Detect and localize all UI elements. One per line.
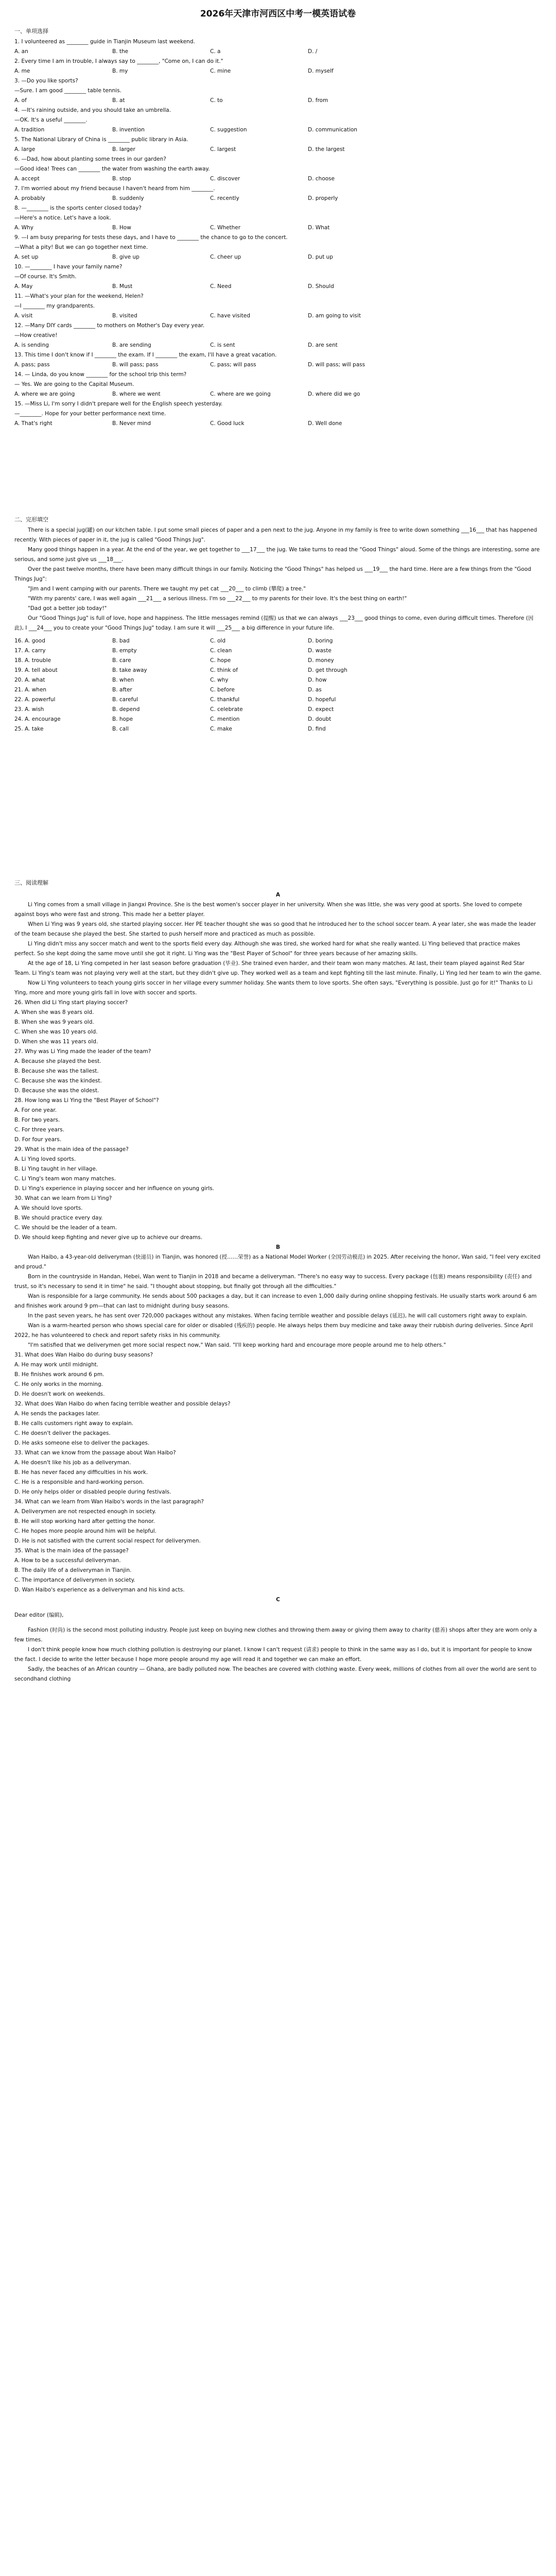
cloze-option: D. boring	[308, 638, 333, 644]
question-stem: 12. —Many DIY cards ________ to mothers on Mother's Day every year.	[14, 323, 205, 329]
cloze-option: B. take away	[112, 667, 147, 673]
cloze-option: C. celebrate	[210, 706, 243, 713]
answer-option: B. stop	[112, 176, 131, 182]
question-stem: 28. How long was Li Ying the "Best Player of School"?	[14, 1097, 159, 1104]
answer-option: D. where did we go	[308, 391, 360, 397]
answer-option: C. Li Ying's team won many matches.	[14, 1176, 116, 1182]
answer-option: A. Deliverymen are not respected enough in society.	[14, 1509, 157, 1515]
answer-option: B. the	[112, 48, 129, 55]
passage-b-paragraph: "I'm satisfied that we deliverymen get more social respect now," Wan said. "I'll keep working hard and encourage more people around me to help others."	[28, 1342, 446, 1348]
cloze-option: C. old	[210, 638, 226, 644]
cloze-option: C. make	[210, 726, 232, 732]
answer-options	[14, 145, 542, 155]
passage-c-paragraph: I don't think people know how much clothing pollution is destroying our planet. I know I can't request (请求) people to think in the same way as I do, but it is important for people to know the fact. I decide to write the letter because I hope more people around my age will read it and together we can make an effort.	[14, 1647, 532, 1663]
answer-option: B. The daily life of a deliveryman in Tianjin.	[14, 1567, 132, 1573]
answer-option: A. For one year.	[14, 1107, 57, 1113]
answer-option: B. Never mind	[112, 420, 151, 427]
answer-option: D. He doesn't work on weekends.	[14, 1391, 105, 1397]
question-dialogue: —What a pity! But we can go together next time.	[14, 244, 148, 250]
answer-option: C. where are we going	[210, 391, 271, 397]
cloze-option: C. think of	[210, 667, 238, 673]
answer-option: A. visit	[14, 313, 33, 319]
answer-option: D. He is not satisfied with the current social respect for deliverymen.	[14, 1538, 201, 1544]
question-stem: 32. What does Wan Haibo do when facing terrible weather and possible delays?	[14, 1401, 231, 1407]
answer-option: C. discover	[210, 176, 240, 182]
cloze-option: C. thankful	[210, 697, 240, 703]
cloze-option: B. call	[112, 726, 129, 732]
passage-b-paragraph: Wan is a warm-hearted person who shows special care for older or disabled (残疾的) people. He always helps them buy medicine and take away their rubbish during deliveries. Since April 2022, he has volunteered to check and report safety risks in his community.	[14, 1323, 533, 1338]
answer-option: D. communication	[308, 127, 357, 133]
question-stem: 27. Why was Li Ying made the leader of the team?	[14, 1048, 151, 1055]
passage-a-paragraph: At the age of 18, Li Ying competed in her last season before graduation (毕业). She trained even harder, and their team won many matches. At last, their team played against Red Star Team. Li Ying's team was not playing very well at the start, but they didn't give up. They worked well as a team and kept fighting till the last minute. Finally, Li Ying led her team to win the game.	[14, 960, 542, 976]
cloze-section	[14, 526, 542, 734]
answer-option: B. Must	[112, 283, 133, 290]
answer-option: D. We should keep fighting and never give up to achieve our dreams.	[14, 1234, 203, 1241]
answer-option: A. is sending	[14, 342, 49, 348]
cloze-option: 25. A. take	[14, 726, 44, 732]
passage-b-paragraph: Born in the countryside in Handan, Hebei, Wan went to Tianjin in 2018 and became a deliveryman. "There's no easy way to success. Every package (包裹) means responsibility (责任) and trust, so it's necessary to send it in time" he said. "I thought about stopping, but finally got through all the difficulties."	[14, 1274, 532, 1290]
cloze-options-row	[14, 675, 542, 685]
answer-option: B. invention	[112, 127, 145, 133]
answer-option: A. How to be a successful deliveryman.	[14, 1557, 121, 1564]
answer-options	[14, 282, 542, 292]
answer-option: C. Good luck	[210, 420, 245, 427]
answer-option: B. When she was 9 years old.	[14, 1019, 94, 1025]
question-stem: 31. What does Wan Haibo do during busy seasons?	[14, 1352, 153, 1358]
answer-option: C. recently	[210, 195, 239, 201]
answer-option: D. will pass; will pass	[308, 362, 366, 368]
cloze-option: D. how	[308, 677, 327, 683]
answer-option: B. He calls customers right away to explain.	[14, 1420, 133, 1427]
exam-title: 2026年天津市河西区中考一模英语试卷	[200, 9, 356, 19]
answer-option: C. He doesn't deliver the packages.	[14, 1430, 111, 1436]
answer-options	[14, 223, 542, 233]
answer-option: D. Well done	[308, 420, 342, 427]
answer-option: D. What	[308, 225, 330, 231]
question-stem: 29. What is the main idea of the passage?	[14, 1146, 129, 1153]
cloze-option: C. clean	[210, 648, 232, 654]
question-stem: 8. —________ is the sports center closed today?	[14, 205, 142, 211]
answer-option: B. at	[112, 97, 125, 104]
passage-a-paragraph: Now Li Ying volunteers to teach young girls soccer in her village every summer holiday. She wants them to love sports. She often says, "Everything is possible. Just go for it!" Thanks to Li Ying, more and more young girls fall in love with soccer and sports.	[14, 980, 533, 996]
cloze-option: 24. A. encourage	[14, 716, 61, 722]
answer-option: B. where we went	[112, 391, 161, 397]
answer-option: B. He has never faced any difficulties in his work.	[14, 1469, 148, 1476]
passage-b-paragraph: Wan Haibo, a 43-year-old deliveryman (快递员) in Tianjin, was honored (授……荣誉) as a National Model Worker (全国劳动模范) in 2025. After receiving the honor, Wan said, "I feel very excited and proud."	[14, 1254, 541, 1270]
cloze-option: 19. A. tell about	[14, 667, 58, 673]
answer-options	[14, 341, 542, 350]
cloze-paragraph: "Jim and I went camping with our parents. There we taught my pet cat ___20___ to climb (攀爬) a tree."	[28, 586, 306, 592]
cloze-option: 18. A. trouble	[14, 657, 51, 664]
cloze-options-row	[14, 715, 542, 724]
cloze-option: 23. A. wish	[14, 706, 44, 713]
cloze-paragraph: Over the past twelve months, there have been many difficult things in our family. Noticing the "Good Things" has helped us ___19___ the hard time. Here are a few things from the "Good Things Jug":	[14, 566, 531, 582]
answer-option: C. Need	[210, 283, 232, 290]
cloze-option: B. bad	[112, 638, 130, 644]
cloze-option: B. empty	[112, 648, 137, 654]
answer-option: A. where we are going	[14, 391, 75, 397]
question-stem: 5. The National Library of China is ________ public library in Asia.	[14, 137, 188, 143]
cloze-options-row	[14, 636, 542, 646]
answer-option: D. /	[308, 48, 318, 55]
answer-option: D. Should	[308, 283, 334, 290]
answer-option: B. suddenly	[112, 195, 144, 201]
cloze-option: B. when	[112, 677, 134, 683]
question-dialogue: —OK. It's a useful ________.	[14, 117, 88, 123]
cloze-paragraph: There is a special jug(罐) on our kitchen table. I put some small pieces of paper and a pen next to the jug. Anyone in my family is free to write down something ___16___ that has happened recently. With pieces of paper in it, the jug is called "Good Things Jug".	[14, 527, 537, 543]
cloze-option: B. after	[112, 687, 132, 693]
question-stem: 33. What can we know from the passage about Wan Haibo?	[14, 1450, 176, 1456]
answer-option: A. tradition	[14, 127, 45, 133]
answer-option: A. Because she played the best.	[14, 1058, 101, 1064]
answer-option: D. from	[308, 97, 328, 104]
answer-option: C. pass; will pass	[210, 362, 256, 368]
answer-option: D. put up	[308, 254, 333, 260]
answer-options	[14, 252, 542, 262]
answer-option: A. set up	[14, 254, 39, 260]
cloze-option: 17. A. carry	[14, 648, 46, 654]
question-stem: 26. When did Li Ying start playing soccer?	[14, 999, 128, 1006]
question-dialogue: —I ________ my grandparents.	[14, 303, 95, 309]
cloze-option: B. hope	[112, 716, 133, 722]
passage-c-paragraph: Fashion (时尚) is the second most polluting industry. People just keep on buying new clothes and throwing them away or giving them away to charity (慈善) shops after they are worn only a few times.	[14, 1627, 537, 1643]
cloze-option: D. expect	[308, 706, 334, 713]
answer-option: D. Wan Haibo's experience as a deliveryman and his kind acts.	[14, 1587, 185, 1593]
answer-options	[14, 360, 542, 370]
question-dialogue: —Sure. I am good ________ table tennis.	[14, 88, 121, 94]
answer-option: B. larger	[112, 146, 135, 152]
question-dialogue: —Here's a notice. Let's have a look.	[14, 215, 111, 221]
passage-label-c: C	[276, 1597, 280, 1603]
answer-option: B. will pass; pass	[112, 362, 159, 368]
cloze-options-row	[14, 685, 542, 695]
cloze-options-row	[14, 695, 542, 705]
passage-a-paragraph: Li Ying didn't miss any soccer match and went to the sports field every day. Although she was tired, she worked hard for what she really wanted. Li Ying believed that practice makes perfect. So she kept doing the same move until she got it right. Li Ying was the "Best Player of School" for three years because of her amazing skills.	[14, 941, 520, 957]
answer-option: A. He doesn't like his job as a deliveryman.	[14, 1460, 131, 1466]
cloze-option: B. depend	[112, 706, 140, 713]
answer-option: C. cheer up	[210, 254, 241, 260]
question-stem: 13. This time I don't know if I ________ the exam. If I ________ the exam, I'll have a great vacation.	[14, 352, 277, 358]
question-stem: 3. —Do you like sports?	[14, 78, 78, 84]
answer-option: D. myself	[308, 68, 334, 74]
answer-option: A. When she was 8 years old.	[14, 1009, 94, 1015]
answer-options	[14, 174, 542, 184]
section-heading-single-choice: 一、单项选择	[14, 28, 48, 35]
question-dialogue: —Of course. It's Smith.	[14, 274, 77, 280]
cloze-paragraph: "With my parents' care, I was well again ___21___ a serious illness. I'm so ___22___ to my parents for their love. It's the best thing on earth!"	[28, 596, 407, 602]
cloze-option: D. waste	[308, 648, 332, 654]
answer-option: D. Li Ying's experience in playing soccer and her influence on young girls.	[14, 1185, 215, 1192]
answer-option: A. He sends the packages later.	[14, 1411, 100, 1417]
answer-option: A. Why	[14, 225, 33, 231]
cloze-option: D. as	[308, 687, 322, 693]
answer-options	[14, 311, 542, 321]
cloze-option: D. get through	[308, 667, 348, 673]
cloze-option: B. careful	[112, 697, 138, 703]
question-stem: 4. —It's raining outside, and you should take an umbrella.	[14, 107, 171, 113]
cloze-paragraph: Our "Good Things Jug" is full of love, hope and happiness. The little messages remind (提醒) us that we can always ___23___ good things to come, even during difficult times. Therefore (因此), I ___24___ you to create your "Good Things Jug" today. I am sure it will ___25___ a big difference in your future life.	[14, 615, 534, 631]
answer-option: C. When she was 10 years old.	[14, 1029, 98, 1035]
passage-label-a: A	[275, 892, 281, 898]
answer-option: C. He is a responsible and hard-working person.	[14, 1479, 144, 1485]
answer-options	[14, 419, 542, 429]
cloze-option: C. before	[210, 687, 235, 693]
answer-option: C. largest	[210, 146, 236, 152]
cloze-option: 22. A. powerful	[14, 697, 56, 703]
answer-option: A. Li Ying loved sports.	[14, 1156, 76, 1162]
cloze-options-row	[14, 666, 542, 675]
answer-option: D. For four years.	[14, 1137, 62, 1143]
answer-option: A. of	[14, 97, 27, 104]
question-stem: 35. What is the main idea of the passage?	[14, 1548, 129, 1554]
answer-options	[14, 389, 542, 399]
question-stem: 10. —________ I have your family name?	[14, 264, 123, 270]
question-stem: 6. —Dad, how about planting some trees in our garden?	[14, 156, 166, 162]
answer-options	[14, 96, 542, 106]
answer-option: A. That's right	[14, 420, 53, 427]
answer-option: D. He asks someone else to deliver the packages.	[14, 1440, 150, 1446]
answer-option: B. Because she was the tallest.	[14, 1068, 99, 1074]
cloze-option: C. hope	[210, 657, 231, 664]
answer-option: C. have visited	[210, 313, 250, 319]
question-stem: 34. What can we learn from Wan Haibo's words in the last paragraph?	[14, 1499, 204, 1505]
answer-options	[14, 66, 542, 76]
single-choice-questions	[14, 37, 542, 429]
answer-option: C. He only works in the morning.	[14, 1381, 103, 1387]
question-stem: 9. —I am busy preparing for tests these days, and I have to ________ the chance to go to the concert.	[14, 234, 288, 241]
answer-option: B. How	[112, 225, 131, 231]
answer-option: C. Whether	[210, 225, 241, 231]
answer-option: C. mine	[210, 68, 231, 74]
answer-option: C. Because she was the kindest.	[14, 1078, 102, 1084]
cloze-option: D. hopeful	[308, 697, 336, 703]
question-dialogue: —Good idea! Trees can ________ the water from washing the earth away.	[14, 166, 210, 172]
cloze-options-row	[14, 646, 542, 656]
answer-option: C. to	[210, 97, 223, 104]
answer-option: A. We should love sports.	[14, 1205, 83, 1211]
answer-option: C. is sent	[210, 342, 235, 348]
answer-option: B. visited	[112, 313, 137, 319]
passage-b-paragraph: Wan is responsible for a large community. He sends about 500 packages a day, but it can increase to even 1,000 daily during online shopping festivals. He usually starts work around 6 am and finishes work around 9 pm—that can last to midnight during busy seasons.	[14, 1293, 537, 1309]
answer-option: A. He may work until midnight.	[14, 1362, 99, 1368]
answer-option: D. He only helps older or disabled people during festivals.	[14, 1489, 171, 1495]
answer-option: C. suggestion	[210, 127, 247, 133]
answer-options	[14, 47, 542, 57]
answer-option: D. am going to visit	[308, 313, 361, 319]
question-stem: 15. —Miss Li, I'm sorry I didn't prepare well for the English speech yesterday.	[14, 401, 223, 407]
answer-option: C. a	[210, 48, 221, 55]
passage-c-paragraph: Sadly, the beaches of an African country — Ghana, are badly polluted now. The beaches are covered with clothing waste. Every week, millions of clothes from all over the world are sent to secondhand clothing	[14, 1666, 536, 1682]
answer-option: B. are sending	[112, 342, 151, 348]
question-stem: 1. I volunteered as ________ guide in Tianjin Museum last weekend.	[14, 39, 195, 45]
question-stem: 2. Every time I am in trouble, I always say to ________, "Come on, I can do it."	[14, 58, 223, 64]
cloze-option: 21. A. when	[14, 687, 47, 693]
cloze-option: D. money	[308, 657, 334, 664]
answer-option: A. large	[14, 146, 36, 152]
question-stem: 11. —What's your plan for the weekend, Helen?	[14, 293, 144, 299]
cloze-option: D. doubt	[308, 716, 332, 722]
section-heading-cloze: 二、完形填空	[14, 516, 48, 523]
section-heading-reading: 三、阅读理解	[14, 879, 48, 886]
cloze-options-row	[14, 705, 542, 715]
answer-option: B. For two years.	[14, 1117, 60, 1123]
cloze-option: C. mention	[210, 716, 240, 722]
answer-options	[14, 125, 542, 135]
question-stem: 7. I'm worried about my friend because I haven't heard from him ________.	[14, 185, 215, 192]
passage-b-paragraph: In the past seven years, he has sent over 720,000 packages without any mistakes. When facing terrible weather and possible delays (延迟), he will call customers right away to explain.	[28, 1313, 528, 1319]
passage-a-paragraph: Li Ying comes from a small village in Jiangxi Province. She is the best women's soccer player in her university. When she was little, she was very good at sports. She loved to compete against boys who were fast and strong. This made her a better player.	[14, 902, 523, 918]
passage-c-paragraph: Dear editor (编辑),	[14, 1612, 64, 1618]
passage-label-b: B	[275, 1244, 280, 1250]
answer-option: C. He hopes more people around him will be helpful.	[14, 1528, 157, 1534]
cloze-option: 20. A. what	[14, 677, 45, 683]
answer-option: D. the largest	[308, 146, 345, 152]
passage-a-paragraph: When Li Ying was 9 years old, she started playing soccer. Her PE teacher thought she was so good that he introduced her to the school soccer team. A year later, she was made the leader of the team because she played the best. She started to push herself more and practiced as much as possible.	[14, 921, 536, 937]
question-dialogue: — Yes. We are going to the Capital Museum.	[14, 381, 134, 387]
answer-option: A. me	[14, 68, 30, 74]
cloze-option: C. why	[210, 677, 229, 683]
cloze-options-row	[14, 724, 542, 734]
question-dialogue: —________. Hope for your better performance next time.	[14, 411, 166, 417]
answer-option: D. properly	[308, 195, 338, 201]
answer-option: D. choose	[308, 176, 335, 182]
answer-option: A. accept	[14, 176, 40, 182]
cloze-option: D. find	[308, 726, 326, 732]
answer-options	[14, 194, 542, 204]
question-stem: 14. — Linda, do you know ________ for the school trip this term?	[14, 371, 187, 378]
answer-option: C. The importance of deliverymen in society.	[14, 1577, 135, 1583]
answer-option: B. We should practice every day.	[14, 1215, 103, 1221]
answer-option: D. Because she was the oldest.	[14, 1088, 99, 1094]
question-stem: 30. What can we learn from Li Ying?	[14, 1195, 112, 1201]
answer-option: C. For three years.	[14, 1127, 65, 1133]
answer-option: A. May	[14, 283, 33, 290]
cloze-paragraph: Many good things happen in a year. At the end of the year, we get together to ___17___ the jug. We take turns to read the "Good Things" aloud. Some of the things are interesting, some are serious, and some just give us ___18___.	[14, 547, 540, 563]
answer-option: A. probably	[14, 195, 45, 201]
answer-option: A. an	[14, 48, 28, 55]
answer-option: B. my	[112, 68, 128, 74]
answer-option: C. We should be the leader of a team.	[14, 1225, 117, 1231]
answer-option: B. He will stop working hard after getting the honor.	[14, 1518, 155, 1524]
cloze-option: B. care	[112, 657, 131, 664]
answer-option: B. give up	[112, 254, 140, 260]
cloze-options-row	[14, 656, 542, 666]
answer-option: D. When she was 11 years old.	[14, 1039, 98, 1045]
cloze-paragraph: "Dad got a better job today!"	[28, 605, 107, 612]
question-dialogue: —How creative!	[14, 332, 58, 338]
answer-option: B. He finishes work around 6 pm.	[14, 1371, 105, 1378]
answer-option: A. pass; pass	[14, 362, 50, 368]
answer-option: D. are sent	[308, 342, 338, 348]
cloze-option: 16. A. good	[14, 638, 45, 644]
answer-option: B. Li Ying taught in her village.	[14, 1166, 98, 1172]
reading-section	[14, 890, 542, 1684]
